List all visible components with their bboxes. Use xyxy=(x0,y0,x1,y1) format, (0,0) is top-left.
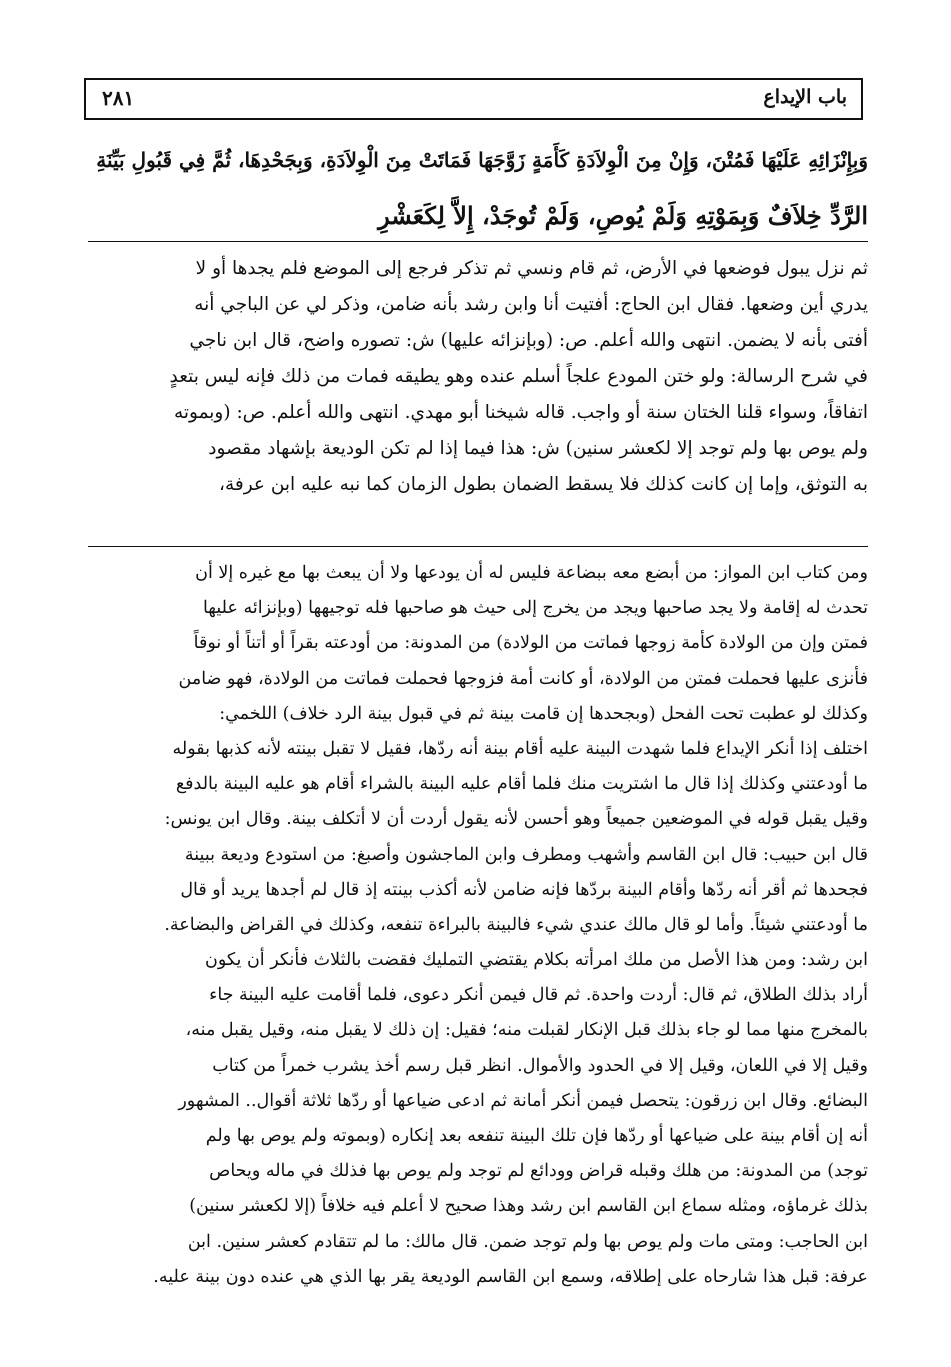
footnote-line: البضائع. وقال ابن زرقون: يتحصل فيمن أنكر أمانة ثم ادعى ضياعها أو ردّها ثلاثة أقوال.. المشهور xyxy=(178,1090,868,1111)
footnote-line: فمتن وإن من الولادة كأمة زوجها فماتت من الولادة) من المدونة: من أودعته بقراً أو أتناً أو نوقاً xyxy=(193,633,868,654)
commentary-line: في شرح الرسالة: ولو ختن المودع علجاً أسلم عنده وهو يطيقه فمات من ذلك فإنه ليس بتعدٍ xyxy=(169,366,868,387)
footnote-line: توجد) من المدونة: من هلك وقبله قراض وودائع لم توجد ولم يوص بها فذلك في ماله ويحاص xyxy=(209,1161,868,1182)
commentary-line: أفتى بأنه لا يضمن. انتهى والله أعلم. ص: (وبإنزائه عليها) ش: تصوره واضح، قال ابن ناجي xyxy=(189,330,868,351)
commentary-text xyxy=(88,251,868,503)
matn-line: الرَّدِّ خِلاَفٌ وَبِمَوْتِهِ وَلَمْ يُوصِ، وَلَمْ تُوجَدْ، إِلاَّ لِكَعَشْرِ xyxy=(378,201,868,230)
footnote-line: فجحدها ثم أقر أنه ردّها وأقام البينة بردّها فإنه ضامن لأنه أكذب بينته إذ قال لم أجدها يريد أو قال xyxy=(180,879,868,900)
footnote-line: وكذلك لو عطبت تحت الفحل (وبجحدها إن قامت بينة ثم في قبول بينة الرد خلاف) اللخمي: xyxy=(219,703,868,724)
notes-divider xyxy=(88,546,868,547)
footnote-line: ما أودعتني وكذلك إذا قال ما اشتريت منك فلما أقام عليه البينة بالشراء أقام هو عليه البينة بالدفع xyxy=(175,774,868,795)
footnote-line: تحدث له إقامة ولا يجد صاحبها ويجد من يخرج إلى حيث هو صاحبها فله توجيهها (وبإنزائه عليها xyxy=(202,598,868,619)
footnote-line: اختلف إذا أنكر الإيداع فلما شهدت البينة عليه أقام بينة أنه ردّها، فقيل لا تقبل بينته لأنه كذبها بقوله xyxy=(172,738,868,759)
commentary-line: ثم نزل يبول فوضعها في الأرض، ثم قام ونسي ثم تذكر فرجع إلى الموضع فلم يجدها أو لا xyxy=(195,258,868,279)
commentary-line: اتفاقاً، وسواء قلنا الختان سنة أو واجب. قاله شيخنا أبو مهدي. انتهى والله أعلم. ص: (وبموته xyxy=(173,402,868,423)
page-header xyxy=(84,78,863,120)
footnote-line: ما أودعتني شيئاً. وأما لو قال مالك عندي شيء فالبينة بالبراءة تنفعه، وكذلك في القراض والبضاعة. xyxy=(164,914,868,935)
footnote-line: ومن كتاب ابن المواز: من أبضع معه ببضاعة فليس له أن يودعها ولا أن يبعث بها مع غيره إلا أن xyxy=(195,563,868,583)
page-number: ٢٨١ xyxy=(102,86,135,110)
footnote-line: أنه إن أقام بينة على ضياعها أو ردّها فإن تلك البينة تنفعه بعد إنكاره (وبموته ولم يوص بها ولم xyxy=(205,1126,868,1146)
footnote-line: وقيل إلا في اللعان، وقيل إلا في الحدود والأموال. انظر قبل رسم أخذ يشرب خمراً من كتاب xyxy=(212,1055,868,1076)
footnote-line: وقيل يقبل قوله في الموضعين جميعاً وهو أحسن لأنه يقول أردت أن لا أتكلف بينة. وقال ابن يونس: xyxy=(164,809,868,830)
footnote-line: أراد بذلك الطلاق، ثم قال: أردت واحدة. ثم قال فيمن أنكر دعوى، فلما أقامت عليه البينة جاء xyxy=(209,985,868,1006)
footnote-line: بالمخرج منها مما لو جاء بذلك قبل الإنكار لقبلت منه؛ فقيل: إن ذلك لا يقبل منه، وقيل يقبل منه، xyxy=(185,1020,868,1041)
matn-text xyxy=(88,132,868,244)
footnote-line: عرفة: قبل هذا شارحاه على إطلاقه، وسمع ابن القاسم الوديعة يقر بها الذي هي عنده دون بينة عليه. xyxy=(153,1266,868,1287)
commentary-line: يدري أين وضعها. فقال ابن الحاج: أفتيت أنا وابن رشد بأنه ضامن، وذكر لي عن الباجي أنه xyxy=(194,294,868,315)
footnote-line: فأنزى عليها فحملت فمتن من الولادة، أو كانت أمة فزوجها فحملت فماتت من الولادة، فهو ضامن xyxy=(178,668,868,689)
footnotes-text xyxy=(88,556,868,1295)
footnote-line: ابن رشد: ومن هذا الأصل من ملك امرأته بكلام يقتضي التمليك فقضت بالثلاث فأنكر أن يكون xyxy=(204,950,868,971)
commentary-line: به التوثق، وإما إن كانت كذلك فلا يسقط الضمان بطول الزمان كما نبه عليه ابن عرفة، xyxy=(218,474,868,495)
chapter-title: باب الإيداع xyxy=(763,86,847,108)
commentary-line: ولم يوص بها ولم توجد إلا لكعشر سنين) ش: هذا فيما إذا لم تكن الوديعة بإشهاد مقصود xyxy=(208,438,868,459)
footnote-line: بذلك غرماؤه، ومثله سماع ابن القاسم ابن رشد وهذا صحيح لا أعلم فيه خلافاً (إلا لكعشر سنين) xyxy=(189,1196,868,1217)
footnote-line: ابن الحاجب: ومتى مات ولم يوص بها ولم توجد ضمن. قال مالك: ما لم تتقادم كعشر سنين. ابن xyxy=(187,1231,868,1252)
footnote-line: قال ابن حبيب: قال ابن القاسم وأشهب ومطرف وابن الماجشون وأصبغ: من استودع وديعة ببينة xyxy=(184,844,868,865)
matn-divider xyxy=(88,241,868,242)
matn-line: وَبِإِنْزَائِهِ عَلَيْهَا فَمُتْنَ، وَإِنْ مِنَ الْوِلاَدَةِ كَأَمَةٍ زَوَّجَهَا فَمَاتَتْ مِنَ الْوِلاَدَةِ، وَبِجَحْدِهَا، ثُمَّ فِي قَبُولِ بَيِّنَةِ xyxy=(96,148,868,172)
